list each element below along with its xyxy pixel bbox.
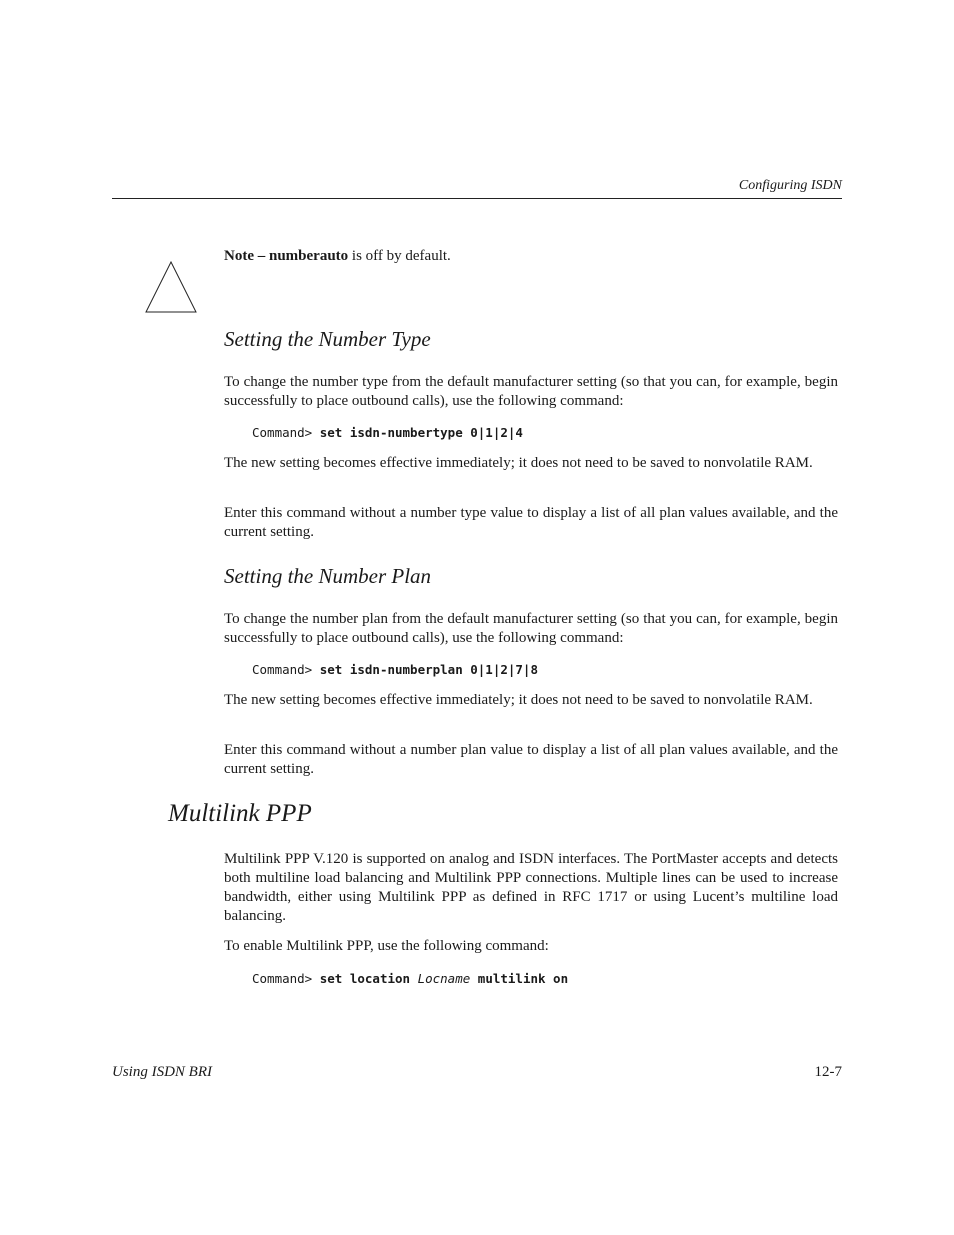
heading-number-type: Setting the Number Type: [224, 327, 431, 351]
command-variable: Locname: [417, 971, 471, 986]
note-body: is off by default.: [348, 248, 451, 264]
command-code: set location: [319, 971, 418, 986]
command-prompt: Command>: [252, 425, 320, 440]
running-header: Configuring ISDN: [738, 178, 842, 193]
command-prompt: Command>: [252, 662, 320, 677]
paragraph: The new setting becomes effective immediately; it does not need to be saved to nonvolatile RAM.: [224, 692, 813, 708]
footer-title: Using ISDN BRI: [112, 1064, 212, 1080]
heading-number-plan: Setting the Number Plan: [224, 564, 432, 588]
paragraph: Multilink PPP V.120 is supported on analog and ISDN interfaces. The PortMaster accepts and detects both multiline load balancing and Multilink PPP connections. Multiple lines can be used to increase bandwidth, either using Multilink PPP as defined in RFC 1717 or using Lucent’s multiline load balancing.: [224, 851, 838, 924]
note-label: Note – numberauto: [224, 248, 349, 264]
paragraph: The new setting becomes effective immediately; it does not need to be saved to nonvolatile RAM.: [224, 455, 813, 471]
command-line: [252, 425, 523, 440]
command-line: [252, 662, 538, 677]
command-code: set isdn-numberplan 0|1|2|7|8: [319, 662, 538, 677]
header-rule: [112, 198, 842, 199]
paragraph: Enter this command without a number plan value to display a list of all plan values available, and the current setting.: [224, 742, 838, 777]
command-code: set isdn-numbertype 0|1|2|4: [319, 425, 523, 440]
paragraph: Enter this command without a number type value to display a list of all plan values available, and the current setting.: [224, 505, 838, 540]
page-number: 12-7: [814, 1064, 842, 1080]
paragraph: To change the number plan from the default manufacturer setting (so that you can, for example, begin successfully to place outbound calls), use the following command:: [224, 611, 838, 646]
paragraph: To enable Multilink PPP, use the following command:: [224, 938, 549, 954]
caution-triangle-icon: [144, 260, 198, 314]
heading-multilink-ppp: Multilink PPP: [168, 800, 312, 827]
note-text: [224, 248, 451, 265]
command-code: multilink on: [470, 971, 569, 986]
paragraph: To change the number type from the default manufacturer setting (so that you can, for example, begin successfully to place outbound calls), use the following command:: [224, 374, 838, 409]
command-prompt: Command>: [252, 971, 320, 986]
command-line: [252, 971, 568, 986]
